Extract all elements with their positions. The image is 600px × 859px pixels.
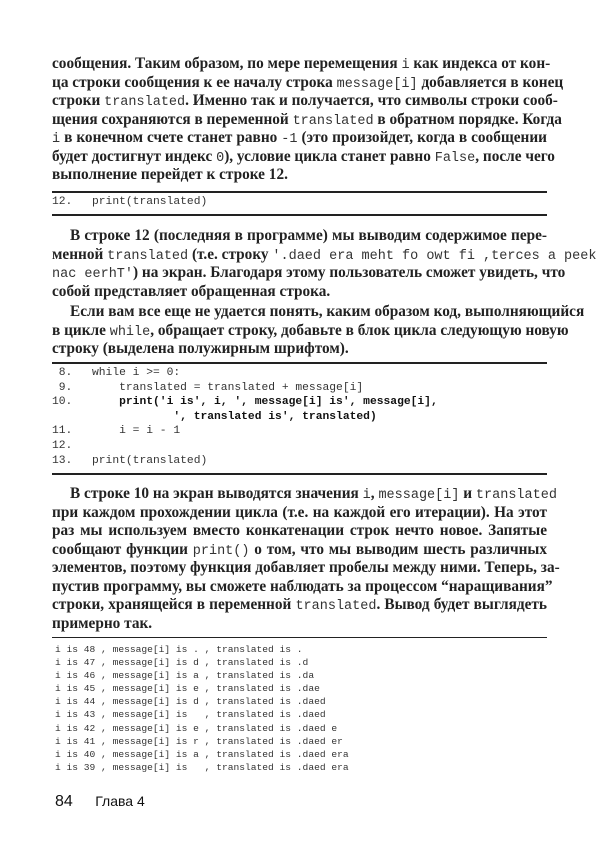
code-text: print(translated) [92,454,208,467]
code-line [52,454,438,469]
paragraph-loop-explanation [52,55,564,185]
inline-code: i [52,132,61,147]
output-top-rule [52,637,547,638]
text-line [52,485,557,504]
text-segment: Если вам все еще не удается понять, каким образом код, выполняющийся [70,303,585,320]
paragraph-print-translated [52,227,597,301]
inline-code: i [401,58,410,73]
text-line [52,340,547,359]
text-line [52,129,547,148]
output-line: i is 48 , message[i] is . , translated is . [55,644,303,655]
text-line [52,92,558,111]
text-segment: элементов, поэтому функция добавляет пробелы между ними. Теперь, за- [52,559,560,576]
inline-code: nac eerhT' [52,267,134,282]
code-listing-line-12 [52,195,207,210]
text-segment: , обращает строку, добавьте в блок цикла следующую новую [150,321,569,339]
text-segment: ) на экран. Благодаря этому пользователь сможет увидеть, что [133,264,566,281]
text-line [52,55,551,74]
text-segment: сообщения. Таким образом, по мере перемещения [52,55,402,72]
text-segment: в цикле [52,321,110,339]
chapter-label: Глава 4 [95,793,145,809]
text-line [52,73,564,93]
inline-code: i [362,488,371,503]
text-segment: при каждом прохождении цикла (т.е. на каждой его итерации). На этот [52,503,547,521]
code-text: while i >= 0: [92,367,181,379]
text-segment: , [370,485,379,502]
text-line [52,596,547,615]
text-segment: строку (выделена полужирным шрифтом). [52,340,349,357]
text-segment: (это произойдет, когда в сообщении [297,129,547,146]
text-segment: . Вывод будет выглядеть [376,596,547,613]
text-line [52,264,566,283]
text-segment: будет достигнут индекс [52,147,217,165]
inline-code: translated [295,599,377,614]
inline-code: print() [192,543,250,559]
text-segment: ца строки сообщения к ее началу строка [52,73,337,91]
code-line [52,439,438,454]
page-footer [55,793,145,811]
text-segment: менной [52,245,108,263]
code-bottom-rule [52,473,547,475]
code-line [52,195,207,210]
output-line: i is 41 , message[i] is r , translated is .daed er [55,735,343,747]
code-line [52,366,438,381]
text-segment: строки [52,92,105,109]
code-text: i = i - 1 [92,425,181,438]
text-segment: щения сохраняются в переменной [52,110,293,128]
text-segment: примерно так. [52,614,153,632]
text-segment: , после чего [475,147,555,165]
line-number: 8. [52,367,73,379]
output-line: i is 39 , message[i] is , translated is .daed era [55,761,349,773]
inline-code: False [434,150,476,166]
code-line [52,395,438,410]
inline-code: message[i] [378,488,460,503]
text-line [52,227,547,246]
text-line [52,615,547,634]
text-segment: и [459,485,476,502]
line-number: 11. [52,425,73,438]
text-line [52,147,555,167]
text-segment: В строке 10 на экран выводятся значения [70,485,363,502]
text-segment: В строке 12 (последняя в программе) мы выводим содержимое пере- [70,227,547,244]
code-top-rule [52,191,547,193]
program-output [55,643,349,774]
code-text: translated = translated + message[i] [92,381,364,394]
inline-code: translated [475,488,557,503]
code-text: ', translated is', translated) [92,410,377,423]
text-segment: . Именно так и получается, что символы строки сооб- [185,92,558,109]
text-line [52,303,585,322]
code-listing-loop [52,366,438,468]
output-line: i is 44 , message[i] is d , translated is .daed [55,696,326,708]
output-line: i is 43 , message[i] is , translated is .daed [55,709,326,721]
text-segment: как индекса от кон- [409,55,551,72]
page-number: 84 [55,793,73,810]
text-line [52,522,547,541]
output-line: i is 42 , message[i] is e , translated is .daed e [55,722,338,734]
text-line [52,559,560,578]
output-line: i is 47 , message[i] is d , translated is .d [55,657,309,669]
output-line: i is 45 , message[i] is e , translated is .dae [55,683,320,695]
code-line [52,381,438,396]
inline-code: translated [107,248,189,264]
code-top-rule [52,362,547,364]
text-segment: о том, что мы выводим шесть различных [249,540,547,558]
text-segment: раз мы используем вместо конкатенации строк нечто новое. Запятые [52,522,547,539]
inline-code: -1 [281,132,298,147]
text-line [52,283,547,302]
text-line [52,166,547,185]
line-number: 9. [52,381,73,394]
inline-code: message[i] [336,76,418,92]
code-bottom-rule [52,214,547,216]
text-segment: собой представляет обращенная строка. [52,282,331,300]
output-line: i is 46 , message[i] is a , translated is .da [55,670,315,682]
text-line [52,577,553,597]
line-number: 12. [52,439,73,452]
inline-code: while [109,324,151,340]
text-segment: ), условие цикла станет равно [224,147,435,165]
inline-code: 0 [216,150,225,166]
code-text: print('i is', i, ', message[i] is', message[i], [92,396,438,409]
code-line [52,424,438,439]
text-segment: в конечном счете станет равно [60,129,282,146]
inline-code: translated [292,113,374,129]
paragraph-add-line [52,303,585,359]
text-segment: выполнение перейдет к строке 12. [52,166,288,183]
text-segment: в обратном порядке. Когда [373,110,562,128]
text-line [52,110,562,130]
text-segment: сообщают функции [52,540,193,558]
inline-code: translated [104,95,186,110]
output-line: i is 40 , message[i] is a , translated is .daed era [55,748,349,760]
inline-code: '.daed era meht fo owt fi ,terces a peek [272,248,597,264]
code-text: print(translated) [92,196,208,208]
paragraph-output-explanation [52,485,560,633]
text-segment: пустив программу, вы сможете наблюдать за процессом “наращивания” [52,577,553,595]
text-segment: строки, хранящейся в переменной [52,596,296,613]
text-line [52,321,569,341]
line-number: 12. [52,196,73,208]
text-line [52,245,597,265]
line-number: 13. [52,454,73,467]
text-line [52,504,547,523]
code-line [52,410,438,425]
line-number: 10. [52,396,73,409]
text-segment: добавляется в конец [417,73,564,91]
text-line [52,541,547,560]
text-segment: (т.е. строку [188,245,273,263]
